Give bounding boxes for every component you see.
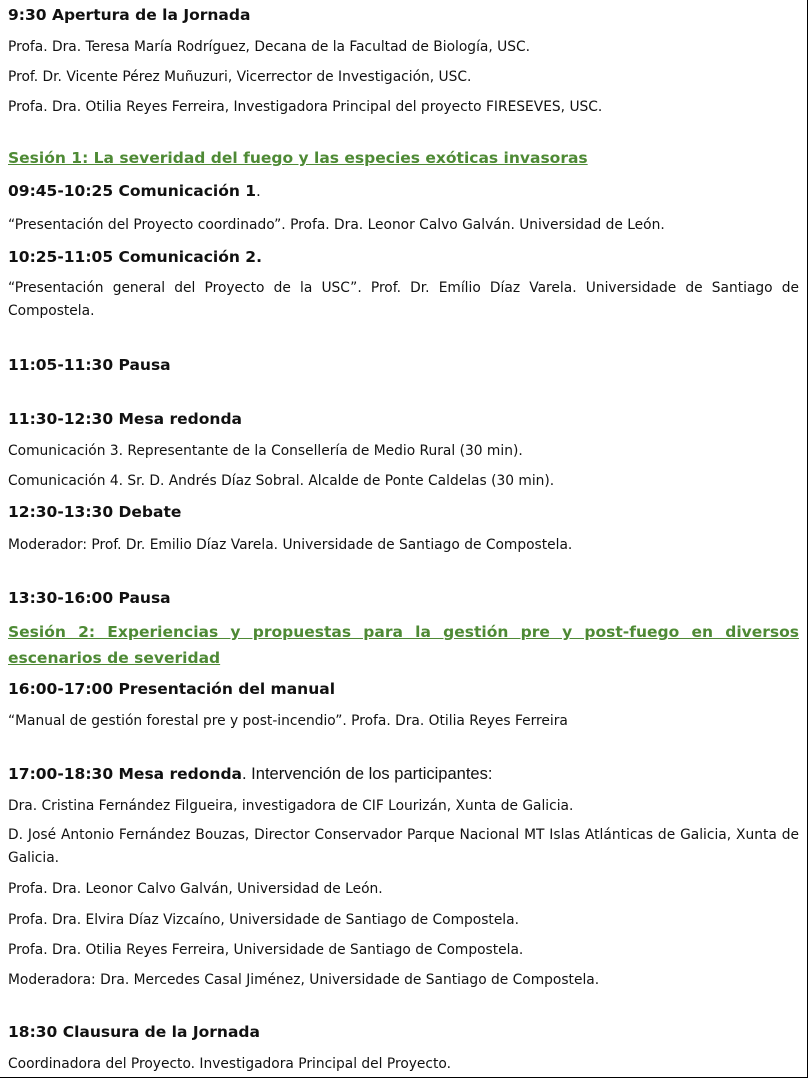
- roundtable-2-subtitle: . Intervención de los participantes:: [242, 765, 493, 783]
- opening-speaker: Profa. Dra. Otilia Reyes Ferreira, Investigadora Principal del proyecto FIRESEVES, USC.: [8, 99, 603, 115]
- opening-speaker: Prof. Dr. Vicente Pérez Muñuzuri, Vicerrector de Investigación, USC.: [8, 69, 472, 85]
- communication-1-text: “Presentación del Proyecto coordinado”. Profa. Dra. Leonor Calvo Galván. Universidad de León.: [8, 217, 665, 233]
- roundtable-2-heading: [8, 765, 799, 784]
- communication-1-heading: [8, 182, 799, 201]
- manual-text: “Manual de gestión forestal pre y post-incendio”. Profa. Dra. Otilia Reyes Ferreira: [8, 713, 568, 729]
- session-2-title: Sesión 2: Experiencias y propuestas para la gestión pre y post-fuego en diversos escenarios de severidad: [8, 623, 799, 667]
- roundtable-2-title: 17:00-18:30 Mesa redonda: [8, 765, 243, 783]
- opening-title: 9:30 Apertura de la Jornada: [8, 6, 251, 24]
- roundtable-1-item: Comunicación 3. Representante de la Consellería de Medio Rural (30 min).: [8, 443, 523, 459]
- roundtable-2-moderator: Moderadora: Dra. Mercedes Casal Jiménez, Universidade de Santiago de Compostela.: [8, 972, 600, 988]
- participant: Profa. Dra. Leonor Calvo Galván, Universidad de León.: [8, 881, 383, 897]
- closing-text: Coordinadora del Proyecto. Investigadora Principal del Proyecto.: [8, 1056, 452, 1072]
- roundtable-1-item: Comunicación 4. Sr. D. Andrés Díaz Sobral. Alcalde de Ponte Caldelas (30 min).: [8, 473, 555, 489]
- break-1: 11:05-11:30 Pausa: [8, 356, 171, 374]
- participant: Profa. Dra. Elvira Díaz Vizcaíno, Universidade de Santiago de Compostela.: [8, 912, 519, 928]
- break-2: 13:30-16:00 Pausa: [8, 589, 171, 607]
- participant: Profa. Dra. Otilia Reyes Ferreira, Universidade de Santiago de Compostela.: [8, 942, 524, 958]
- participant: D. José Antonio Fernández Bouzas, Director Conservador Parque Nacional MT Islas Atlánticas de Galicia, Xunta de Galicia.: [8, 827, 799, 866]
- opening-speaker: Profa. Dra. Teresa María Rodríguez, Decana de la Facultad de Biología, USC.: [8, 39, 531, 55]
- communication-2-text: “Presentación general del Proyecto de la USC”. Prof. Dr. Emílio Díaz Varela. Universidade de Santiago de Compostela.: [8, 280, 799, 319]
- roundtable-1-title: 11:30-12:30 Mesa redonda: [8, 410, 243, 428]
- participant: Dra. Cristina Fernández Filgueira, investigadora de CIF Lourizán, Xunta de Galicia.: [8, 798, 574, 814]
- communication-1-dot: .: [256, 182, 261, 200]
- session-1-title: Sesión 1: La severidad del fuego y las especies exóticas invasoras: [8, 149, 588, 167]
- closing-title: 18:30 Clausura de la Jornada: [8, 1023, 260, 1041]
- manual-title: 16:00-17:00 Presentación del manual: [8, 680, 336, 698]
- debate-title: 12:30-13:30 Debate: [8, 503, 182, 521]
- debate-moderator: Moderador: Prof. Dr. Emilio Díaz Varela. Universidade de Santiago de Compostela.: [8, 537, 573, 553]
- communication-1-title: 09:45-10:25 Comunicación 1: [8, 182, 257, 200]
- communication-2-title: 10:25-11:05 Comunicación 2.: [8, 248, 262, 266]
